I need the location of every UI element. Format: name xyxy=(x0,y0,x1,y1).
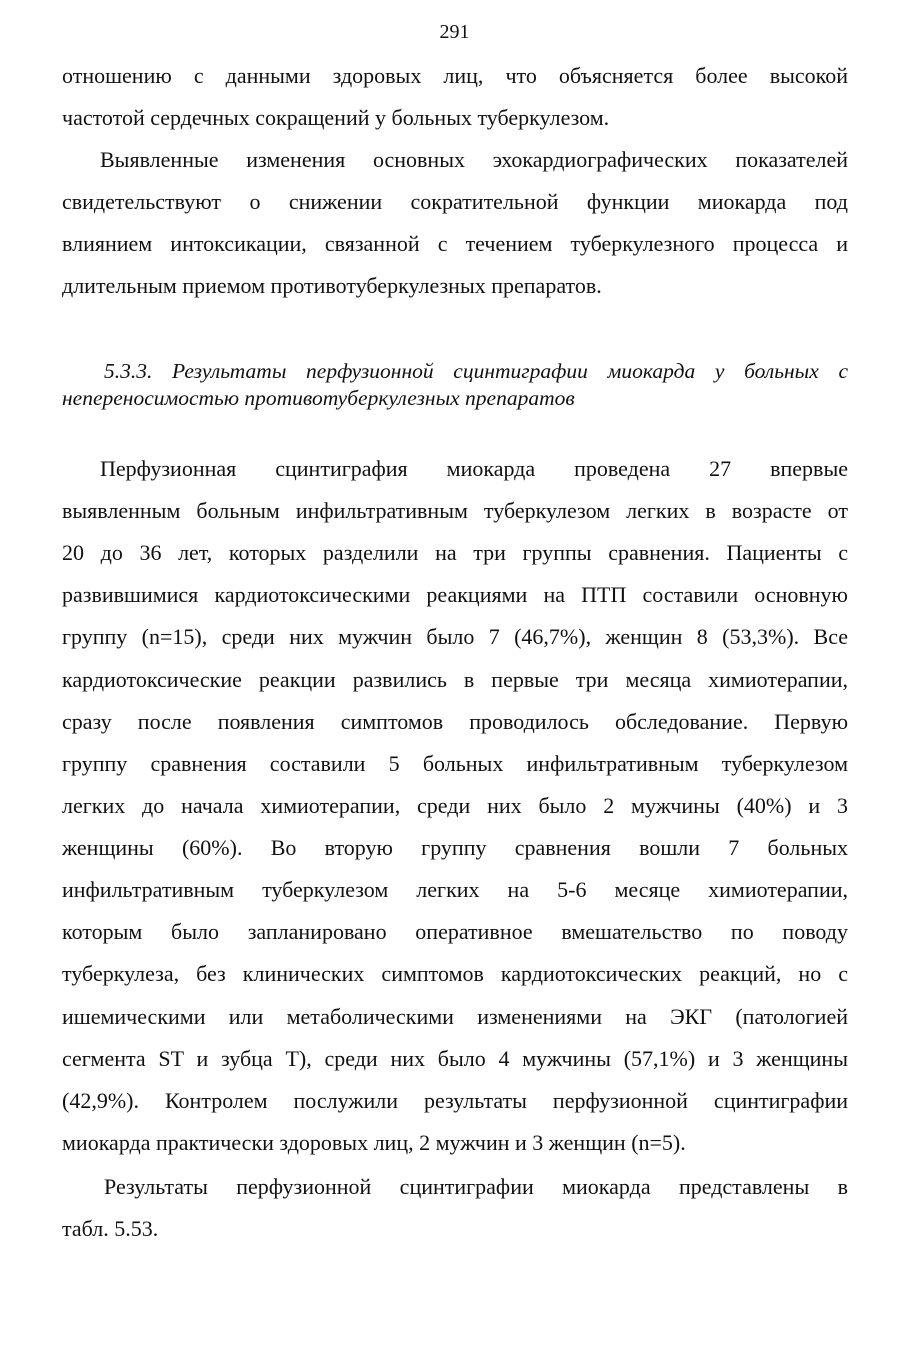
text-line: ишемическими или метаболическими изменениями на ЭКГ (патологией xyxy=(62,1004,848,1029)
text-line: группу сравнения составили 5 больных инфильтративным туберкулезом xyxy=(62,751,848,776)
text-line: отношению с данными здоровых лиц, что объясняется более высокой xyxy=(62,63,848,88)
text-line: сразу после появления симптомов проводилось обследование. Первую xyxy=(62,709,848,734)
text-line: Результаты перфузионной сцинтиграфии миокарда представлены в xyxy=(104,1174,848,1199)
text-line: которым было запланировано оперативное вмешательство по поводу xyxy=(62,919,848,944)
text-line: женщины (60%). Во вторую группу сравнения вошли 7 больных xyxy=(62,835,848,860)
page-number: 291 xyxy=(439,21,470,43)
text-line: туберкулеза, без клинических симптомов кардиотоксических реакций, но с xyxy=(62,961,848,986)
text-line: выявленным больным инфильтративным туберкулезом легких в возрасте от xyxy=(62,498,848,523)
section-heading: 5.3.3. Результаты перфузионной сцинтиграфии миокарда у больных с xyxy=(104,359,848,383)
text-line: легких до начала химиотерапии, среди них было 2 мужчины (40%) и 3 xyxy=(62,793,848,818)
text-line: миокарда практически здоровых лиц, 2 мужчин и 3 женщин (n=5). xyxy=(62,1130,686,1155)
text-line: свидетельствуют о снижении сократительной функции миокарда под xyxy=(62,189,848,214)
text-line: табл. 5.53. xyxy=(62,1216,159,1241)
text-line: длительным приемом противотуберкулезных препаратов. xyxy=(62,273,602,298)
text-line: Перфузионная сцинтиграфия миокарда проведена 27 впервые xyxy=(100,456,848,481)
text-line: 20 до 36 лет, которых разделили на три группы сравнения. Пациенты с xyxy=(62,540,848,565)
text-line: влиянием интоксикации, связанной с течением туберкулезного процесса и xyxy=(62,231,848,256)
text-line: (42,9%). Контролем послужили результаты перфузионной сцинтиграфии xyxy=(62,1088,848,1113)
text-line: Выявленные изменения основных эхокардиографических показателей xyxy=(100,147,848,172)
text-line: инфильтративным туберкулезом легких на 5-6 месяце химиотерапии, xyxy=(62,877,848,902)
section-heading: непереносимостью противотуберкулезных препаратов xyxy=(62,386,575,410)
text-line: частотой сердечных сокращений у больных туберкулезом. xyxy=(62,105,610,130)
text-line: группу (n=15), среди них мужчин было 7 (46,7%), женщин 8 (53,3%). Все xyxy=(62,624,848,649)
text-line: сегмента ST и зубца T), среди них было 4 мужчины (57,1%) и 3 женщины xyxy=(62,1046,848,1071)
text-line: развившимися кардиотоксическими реакциями на ПТП составили основную xyxy=(62,582,848,607)
text-line: кардиотоксические реакции развились в первые три месяца химиотерапии, xyxy=(62,667,848,692)
